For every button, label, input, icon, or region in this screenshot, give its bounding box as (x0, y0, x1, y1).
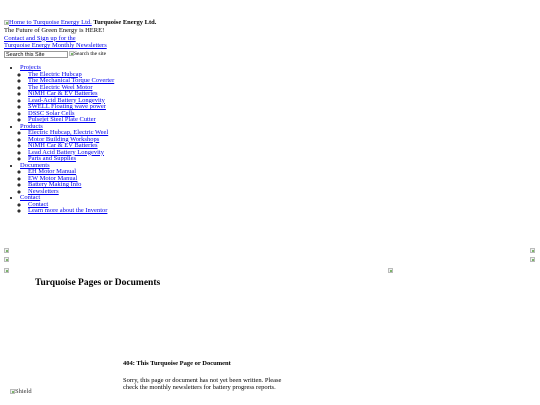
nav-section-link[interactable]: Products (20, 122, 43, 130)
decor-image-icon (388, 268, 393, 273)
logo-image-icon (4, 20, 9, 25)
article (123, 360, 293, 391)
nav-item-link[interactable]: DSSC Solar Cells (28, 109, 75, 117)
shield-alt-text: Shield (15, 388, 32, 395)
nav-section (20, 195, 114, 215)
nav-item-link[interactable]: Newsletters (28, 187, 59, 195)
nav-item-link[interactable]: NiMH Car & EV Batteries (28, 90, 98, 97)
nav-section (20, 124, 114, 163)
nav-section (20, 65, 114, 124)
tagline: The Future of Green Energy is HERE! (4, 26, 105, 34)
nav-item (28, 208, 114, 215)
nav-item-link[interactable]: The Electric Hubcap (28, 70, 82, 78)
search-input[interactable] (4, 51, 68, 58)
newsletter-link[interactable]: Turquoise Energy Monthly Newsletters (4, 42, 107, 50)
search-button[interactable] (69, 51, 106, 59)
decor-image-icon (4, 268, 9, 273)
signup-link[interactable]: Contact and Sign up for the (4, 34, 76, 42)
nav-item-link[interactable]: Learn more about the Inventor (28, 207, 108, 214)
shield-icon (10, 389, 15, 394)
shield-image (10, 388, 32, 395)
decor-image-icon (530, 248, 535, 253)
decor-image-icon (4, 257, 9, 262)
page-title: Turquoise Pages or Documents (35, 278, 161, 288)
nav-item-link[interactable]: Motor Building Workshops (28, 135, 100, 143)
nav-item-link[interactable]: The Mechanical Torque Coverter (28, 77, 115, 84)
nav-item-link[interactable]: The Electric Weel Motor (28, 83, 93, 91)
nav-section-link[interactable]: Projects (20, 64, 41, 71)
nav-item-link[interactable]: Pulsejet Steel Plate Cutter (28, 116, 96, 123)
nav-submenu (20, 130, 114, 163)
nav-item-link[interactable]: Battery Making Info (28, 181, 82, 188)
nav-item-link[interactable]: EH Motor Manual (28, 168, 77, 175)
main-navigation (10, 65, 114, 215)
nav-item-link[interactable]: Contact (28, 200, 49, 208)
nav-item-link[interactable]: SWELL Floating wave power (28, 103, 106, 110)
search-image-icon (69, 51, 74, 56)
nav-submenu (20, 72, 114, 124)
nav-section-link[interactable]: Contact (20, 194, 41, 201)
search-button-alt: Search the site (74, 50, 107, 57)
nav-section-link[interactable]: Documents (20, 161, 50, 169)
search-form (4, 51, 156, 59)
decor-image-icon (4, 248, 9, 253)
nav-item-link[interactable]: Electric Hubcap, Electric Weel (28, 129, 109, 136)
logo-link[interactable] (4, 19, 92, 26)
article-heading: 404: This Turquoise Page or Document (123, 360, 231, 367)
nav-item-link[interactable]: NiMH Car & EV Batteries (28, 142, 98, 149)
nav-section (20, 163, 114, 196)
nav-submenu (20, 202, 114, 215)
decor-image-icon (530, 257, 535, 262)
article-body: Sorry, this page or document has not yet been written. Please check the monthly newsletters for battery progress reports. (123, 377, 282, 391)
nav-item-link[interactable]: Lead Acid Battery Longevity (28, 148, 104, 156)
nav-item-link[interactable]: Lead-Acid Battery Longevity (28, 96, 105, 104)
brand-name: Turquoise Energy Ltd. (93, 19, 157, 26)
nav-submenu (20, 169, 114, 195)
nav-item-link[interactable]: Parts and Supplies (28, 155, 77, 162)
brand-line (4, 19, 156, 27)
logo-alt-text: Home to Turquoise Energy Ltd. (9, 19, 92, 26)
nav-item-link[interactable]: EW Motor Manual (28, 174, 78, 182)
site-header (4, 19, 156, 58)
